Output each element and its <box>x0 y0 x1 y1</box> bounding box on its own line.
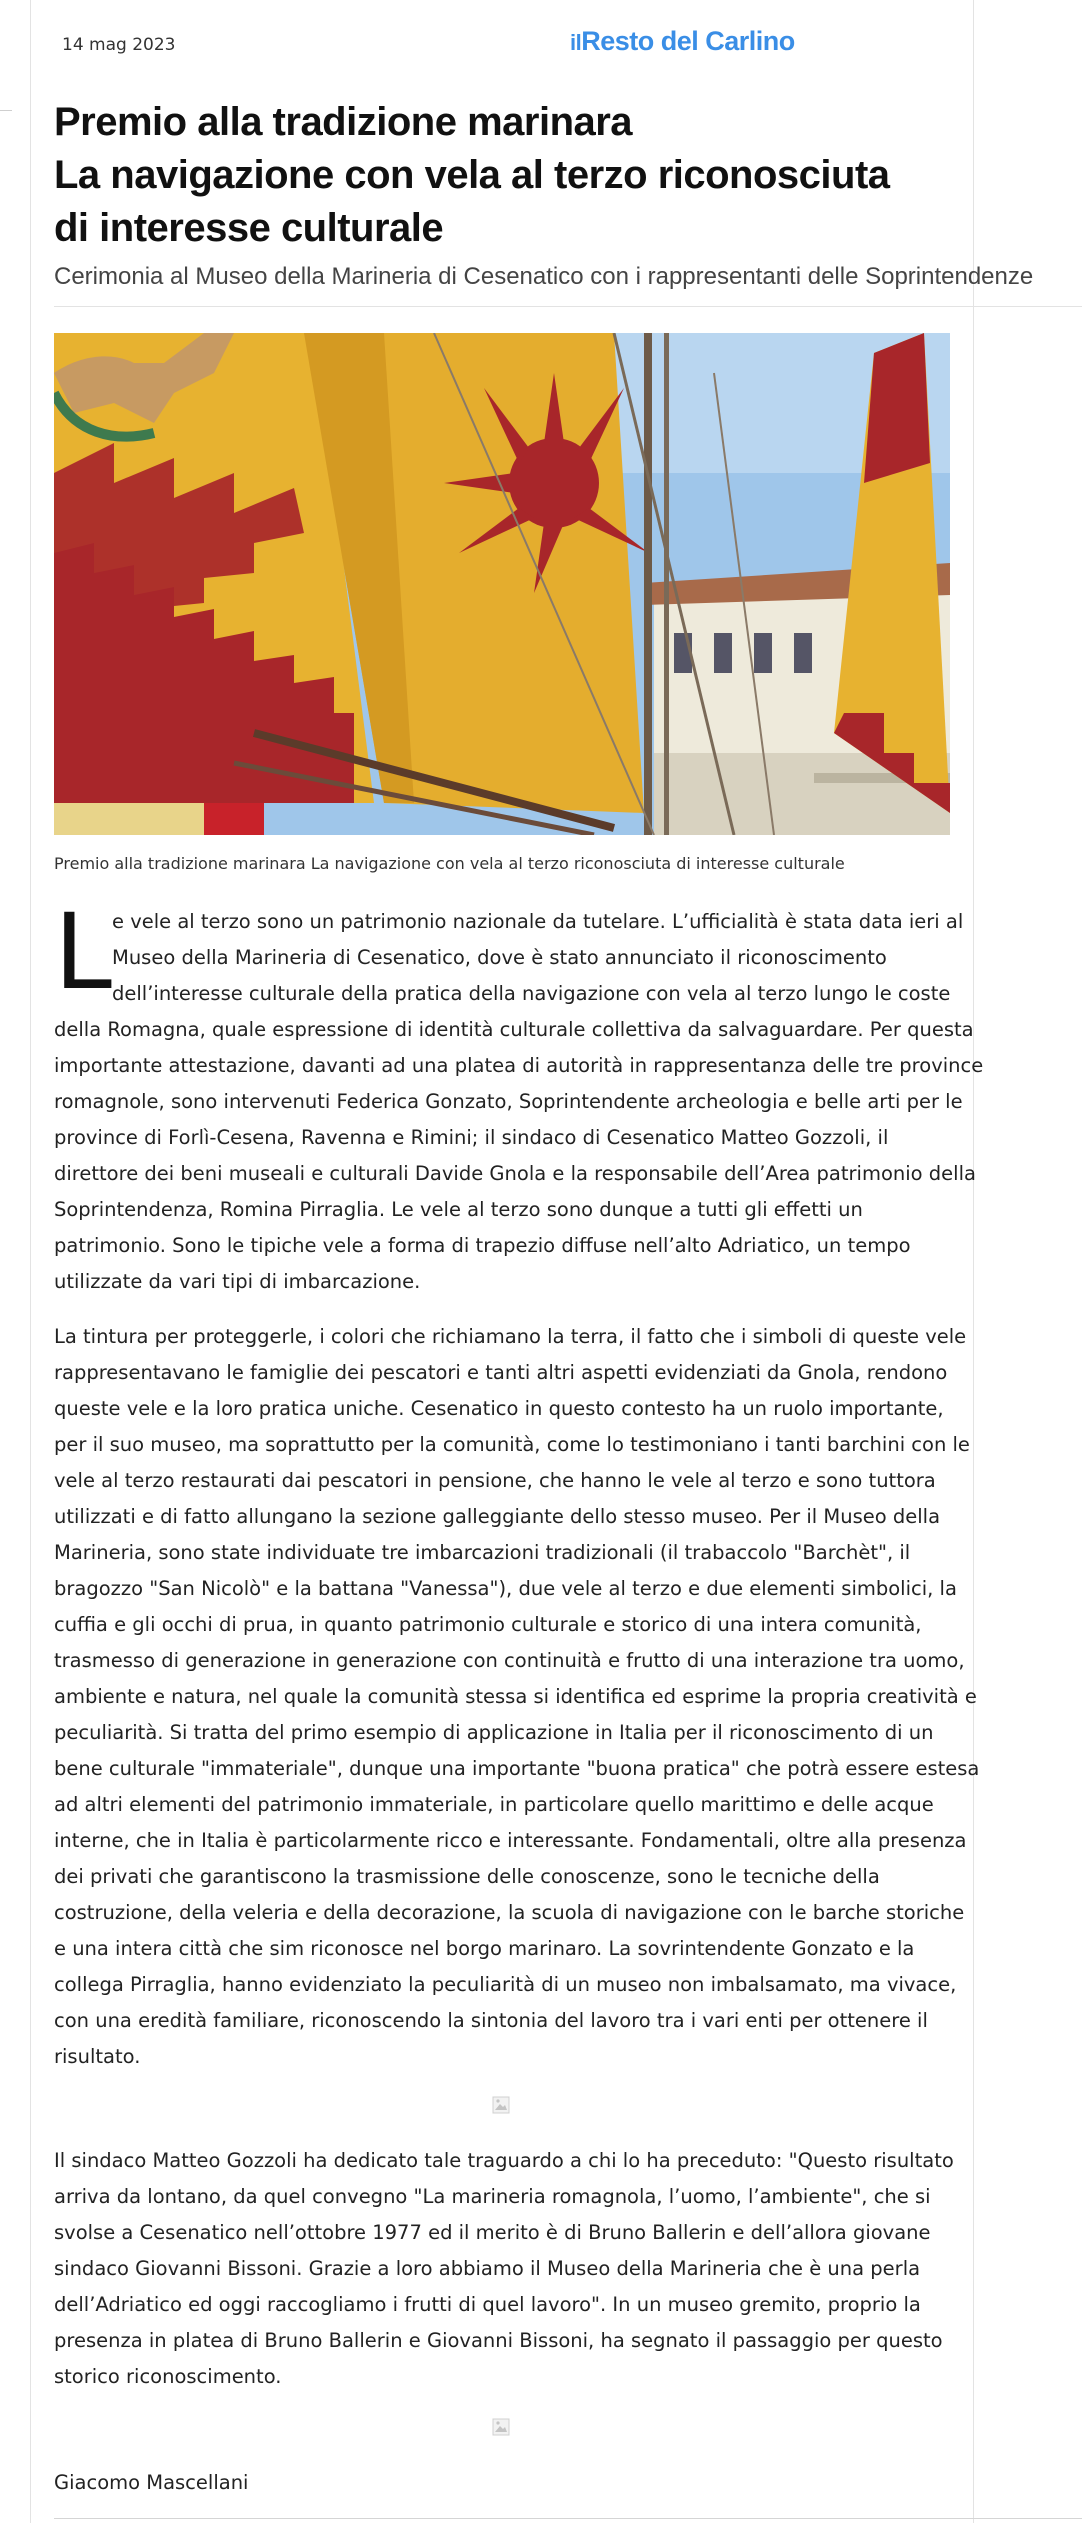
paragraph-line: queste vele e la loro pratica uniche. Cesenatico in questo contesto ha un ruolo importante, <box>54 1397 944 1420</box>
broken-image-icon <box>492 2096 510 2114</box>
drop-cap: L <box>54 891 112 1013</box>
paragraph-line: province di Forlì-Cesena, Ravenna e Rimini; il sindaco di Cesenatico Matteo Gozzoli, il <box>54 1126 889 1149</box>
top-bar <box>30 0 972 90</box>
paragraph-line: Il sindaco Matteo Gozzoli ha dedicato tale traguardo a chi lo ha preceduto: "Questo risultato <box>54 2149 954 2172</box>
paragraph-line: Museo della Marineria di Cesenatico, dove è stato annunciato il riconoscimento <box>112 946 887 969</box>
footer-divider <box>54 2518 1082 2519</box>
headline-line: Premio alla tradizione marinara <box>54 100 633 144</box>
headline-line: di interesse culturale <box>54 206 444 250</box>
left-divider <box>0 110 12 111</box>
logo-prefix: il <box>570 30 582 55</box>
image-caption: Premio alla tradizione marinara La navigazione con vela al terzo riconosciuta di interesse culturale <box>54 854 845 873</box>
paragraph-line: e vele al terzo sono un patrimonio nazionale da tutelare. L’ufficialità è stata data ieri al <box>112 910 964 933</box>
paragraph-line: patrimonio. Sono le tipiche vele a forma di trapezio diffuse nell’alto Adriatico, un tempo <box>54 1234 911 1257</box>
paragraph-line: dell’Adriatico ed oggi raccogliamo i frutti di quel lavoro". In un museo gremito, proprio la <box>54 2293 921 2316</box>
paragraph-line: storico riconoscimento. <box>54 2365 282 2388</box>
paragraph-line: rappresentavano le famiglie dei pescatori e tanti altri aspetti evidenziati da Gnola, rendono <box>54 1361 948 1384</box>
paragraph-line: della Romagna, quale espressione di identità culturale collettiva da salvaguardare. Per questa <box>54 1018 974 1041</box>
sails-illustration <box>54 333 950 835</box>
paragraph-line: presenza in platea di Bruno Ballerin e Giovanni Bissoni, ha segnato il passaggio per questo <box>54 2329 943 2352</box>
hero-photo-sails[interactable] <box>54 333 950 835</box>
paragraph-line: La tintura per proteggerle, i colori che richiamano la terra, il fatto che i simboli di queste vele <box>54 1325 967 1348</box>
paragraph-line: Soprintendenza, Romina Pirraglia. Le vele al terzo sono dunque a tutti gli effetti un <box>54 1198 863 1221</box>
paragraph-line: romagnole, sono intervenuti Federica Gonzato, Soprintendente archeologia e belle arti per le <box>54 1090 963 1113</box>
article-paragraph-1 <box>54 891 984 1300</box>
article-paragraph-3 <box>54 2143 954 2395</box>
headline-line: La navigazione con vela al terzo riconosciuta <box>54 153 890 197</box>
paragraph-line: importante attestazione, davanti ad una platea di autorità in rappresentanza delle tre province <box>54 1054 984 1077</box>
paragraph-line: con una eredità familiare, riconoscendo la sintonia del lavoro tra i vari enti per ottenere il <box>54 2009 928 2032</box>
paragraph-line: ad altri elementi del patrimonio immateriale, in particolare quello marittimo e delle acque <box>54 1793 934 1816</box>
paragraph-line: ambiente e natura, nel quale la comunità stessa si identifica ed esprime la propria creatività e <box>54 1685 977 1708</box>
paragraph-line: peculiarità. Si tratta del primo esempio di applicazione in Italia per il riconoscimento di un <box>54 1721 934 1744</box>
paragraph-line: sindaco Giovanni Bissoni. Grazie a loro abbiamo il Museo della Marineria che è una perla <box>54 2257 921 2280</box>
paragraph-line: cuffia e gli occhi di prua, in quanto patrimonio culturale e storico di una intera comunità, <box>54 1613 922 1636</box>
publication-date: 14 mag 2023 <box>62 35 176 55</box>
paragraph-line: dei privati che garantiscono la trasmissione delle conoscenze, sono le tecniche della <box>54 1865 880 1888</box>
article-headline <box>54 96 934 255</box>
paragraph-line: e una intera città che sim riconosce nel borgo marinaro. La sovrintendente Gonzato e la <box>54 1937 915 1960</box>
paragraph-line: Marineria, sono state individuate tre imbarcazioni tradizionali (il trabaccolo "Barchèt", il <box>54 1541 911 1564</box>
paragraph-line: interne, che in Italia è particolarmente ricco e interessante. Fondamentali, oltre alla presenza <box>54 1829 967 1852</box>
paragraph-line: utilizzate da vari tipi di imbarcazione. <box>54 1270 421 1293</box>
broken-image-icon <box>492 2418 510 2436</box>
paragraph-line: collega Pirraglia, hanno evidenziato la peculiarità di un museo non imbalsamato, ma vivace, <box>54 1973 957 1996</box>
paragraph-line: arriva da lontano, da quel convegno "La marineria romagnola, l’uomo, l’ambiente", che si <box>54 2185 931 2208</box>
paragraph-line: utilizzati e di fatto allungano la sezione galleggiante dello stesso museo. Per il Museo della <box>54 1505 941 1528</box>
paragraph-line: dell’interesse culturale della pratica della navigazione con vela al terzo lungo le coste <box>112 982 951 1005</box>
paragraph-line: svolse a Cesenatico nell’ottobre 1977 ed il merito è di Bruno Ballerin e dell’allora giovane <box>54 2221 931 2244</box>
article-author: Giacomo Mascellani <box>54 2471 249 2494</box>
paragraph-line: costruzione, della veleria e della decorazione, la scuola di navigazione con le barche storiche <box>54 1901 965 1924</box>
paragraph-line: trasmesso di generazione in generazione con continuità e frutto di una interazione tra uomo, <box>54 1649 965 1672</box>
paragraph-line: direttore dei beni museali e culturali Davide Gnola e la responsabile dell’Area patrimonio della <box>54 1162 976 1185</box>
paragraph-line: risultato. <box>54 2045 141 2068</box>
logo-name: Resto del Carlino <box>581 26 795 56</box>
paragraph-line: bragozzo "San Nicolò" e la battana "Vanessa"), due vele al terzo e due elementi simbolici, la <box>54 1577 957 1600</box>
paragraph-line: per il suo museo, ma soprattutto per la comunità, come lo testimoniano i tanti barchini con le <box>54 1433 970 1456</box>
paragraph-line: bene culturale "immateriale", dunque una importante "buona pratica" che potrà essere estesa <box>54 1757 980 1780</box>
newspaper-logo[interactable] <box>570 26 795 57</box>
paragraph-line: vele al terzo restaurati dai pescatori in pensione, che hanno le vele al terzo e sono tuttora <box>54 1469 936 1492</box>
article-paragraph-2 <box>54 1319 980 2075</box>
article-subtitle: Cerimonia al Museo della Marineria di Cesenatico con i rappresentanti delle Soprintendenze <box>54 262 1082 307</box>
